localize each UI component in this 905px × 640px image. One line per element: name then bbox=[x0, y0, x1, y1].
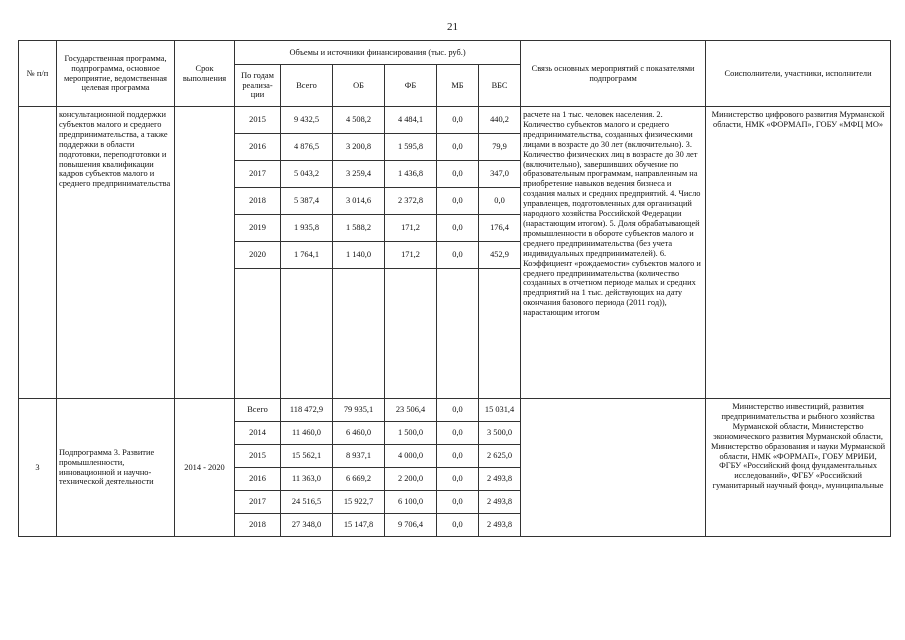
total-cell: 4 876,5 bbox=[281, 134, 333, 161]
mb-cell: 0,0 bbox=[437, 161, 479, 188]
header-mb: МБ bbox=[437, 65, 479, 107]
header-link: Связь основных мероприятий с показателями подпрограмм bbox=[521, 41, 706, 107]
year-cell: 2017 bbox=[235, 491, 281, 514]
ob-cell: 1 588,2 bbox=[333, 215, 385, 242]
mb-cell: 0,0 bbox=[437, 242, 479, 269]
total-cell: 118 472,9 bbox=[281, 399, 333, 422]
ob-cell: 1 140,0 bbox=[333, 242, 385, 269]
ob-cell: 15 922,7 bbox=[333, 491, 385, 514]
total-cell: 15 562,1 bbox=[281, 445, 333, 468]
block1-executors: Министерство цифрового развития Мурманской области, НМК «ФОРМАП», ГОБУ «МФЦ МО» bbox=[706, 107, 891, 399]
ob-cell: 3 014,6 bbox=[333, 188, 385, 215]
header-num: № п/п bbox=[19, 41, 57, 107]
mb-cell: 0,0 bbox=[437, 468, 479, 491]
table-row bbox=[19, 399, 891, 422]
header-by-year: По годам реализа-ции bbox=[235, 65, 281, 107]
total-cell: 1 764,1 bbox=[281, 242, 333, 269]
mb-cell: 0,0 bbox=[437, 399, 479, 422]
year-cell: 2016 bbox=[235, 468, 281, 491]
vbs-cell: 0,0 bbox=[479, 188, 521, 215]
fb-cell: 1 595,8 bbox=[385, 134, 437, 161]
ob-cell: 4 508,2 bbox=[333, 107, 385, 134]
block1-program: консультационной поддержки субъектов малого и среднего предпринимательства, а также поддержки в области подготовки, переподготовки и повышения квалификации кадров субъектов малого и среднего предпринимательства bbox=[57, 107, 175, 399]
total-cell: 5 043,2 bbox=[281, 161, 333, 188]
vbs-cell: 452,9 bbox=[479, 242, 521, 269]
ob-cell: 3 200,8 bbox=[333, 134, 385, 161]
fb-cell: 1 436,8 bbox=[385, 161, 437, 188]
header-term: Срок выполнения bbox=[175, 41, 235, 107]
table-row bbox=[19, 107, 891, 134]
total-cell: 11 460,0 bbox=[281, 422, 333, 445]
header-executors: Соисполнители, участники, исполнители bbox=[706, 41, 891, 107]
mb-cell: 0,0 bbox=[437, 188, 479, 215]
block2-executors: Министерство инвестиций, развития предпринимательства и рыбного хозяйства Мурманской области, Министерство экономического развития Мурманской области, Министерство образования и науки Мурманской области, НМК «ФОРМАП», ГОБУ МРИБИ, ФГБУ «Российский фонд фундаментальных исследований», ФГБУ «Российский гуманитарный научный фонд», муниципальные bbox=[706, 399, 891, 537]
mb-cell: 0,0 bbox=[437, 215, 479, 242]
vbs-cell: 347,0 bbox=[479, 161, 521, 188]
vbs-cell: 2 625,0 bbox=[479, 445, 521, 468]
mb-cell: 0,0 bbox=[437, 134, 479, 161]
year-cell: 2015 bbox=[235, 445, 281, 468]
mb-cell: 0,0 bbox=[437, 422, 479, 445]
fb-cell: 1 500,0 bbox=[385, 422, 437, 445]
vbs-cell: 2 493,8 bbox=[479, 468, 521, 491]
ob-cell: 79 935,1 bbox=[333, 399, 385, 422]
mb-cell: 0,0 bbox=[437, 445, 479, 468]
mb-cell: 0,0 bbox=[437, 514, 479, 537]
page-number: 21 bbox=[447, 21, 458, 33]
vbs-cell: 3 500,0 bbox=[479, 422, 521, 445]
fb-cell: 2 200,0 bbox=[385, 468, 437, 491]
block1-term bbox=[175, 107, 235, 399]
vbs-cell: 440,2 bbox=[479, 107, 521, 134]
header-ob: ОБ bbox=[333, 65, 385, 107]
total-cell: 24 516,5 bbox=[281, 491, 333, 514]
block2-num: 3 bbox=[19, 399, 57, 537]
ob-cell: 15 147,8 bbox=[333, 514, 385, 537]
total-cell: 5 387,4 bbox=[281, 188, 333, 215]
year-cell: 2017 bbox=[235, 161, 281, 188]
year-cell: 2016 bbox=[235, 134, 281, 161]
fb-cell: 171,2 bbox=[385, 215, 437, 242]
year-cell: 2018 bbox=[235, 514, 281, 537]
fb-cell: 4 484,1 bbox=[385, 107, 437, 134]
ob-cell: 8 937,1 bbox=[333, 445, 385, 468]
year-cell: 2019 bbox=[235, 215, 281, 242]
mb-cell: 0,0 bbox=[437, 107, 479, 134]
block1-num bbox=[19, 107, 57, 399]
total-cell: 27 348,0 bbox=[281, 514, 333, 537]
mb-cell: 0,0 bbox=[437, 491, 479, 514]
vbs-cell: 79,9 bbox=[479, 134, 521, 161]
block1-link: расчете на 1 тыс. человек населения. 2. Количество субъектов малого и среднего предпринимательства, созданных физическими лицами в возрасте до 30 лет (включительно). 3. Количество физических лиц в возрасте до 30 лет (включительно), завершивших обучение по образовательным программам, направленным на приобретение навыков ведения бизнеса и создания малых и средних предприятий. 4. Число управленцев, подготовленных для организаций народного хозяйства Российской Федерации (нарастающим итогом). 5. Доля обрабатывающей промышленности в обороте субъектов малого и среднего предпринимательства (без учета индивидуальных предпринимателей). 6. Коэффициент «рождаемости» субъектов малого и среднего предпринимательства (количество созданных в отчетном периоде малых и средних предприятий на 1 тыс. действующих на дату окончания базового периода (2011 год)), нарастающим итогом bbox=[521, 107, 706, 399]
program-table bbox=[18, 40, 891, 537]
fb-cell: 171,2 bbox=[385, 242, 437, 269]
year-cell: 2020 bbox=[235, 242, 281, 269]
block2-link bbox=[521, 399, 706, 537]
fb-cell: 6 100,0 bbox=[385, 491, 437, 514]
year-cell: 2014 bbox=[235, 422, 281, 445]
fb-cell: 9 706,4 bbox=[385, 514, 437, 537]
ob-cell: 6 669,2 bbox=[333, 468, 385, 491]
ob-cell: 6 460,0 bbox=[333, 422, 385, 445]
vbs-cell: 15 031,4 bbox=[479, 399, 521, 422]
header-funding: Объемы и источники финансирования (тыс. руб.) bbox=[235, 41, 521, 65]
header-fb: ФБ bbox=[385, 65, 437, 107]
ob-cell: 3 259,4 bbox=[333, 161, 385, 188]
block2-program: Подпрограмма 3. Развитие промышленности, инновационной и научно-технической деятельности bbox=[57, 399, 175, 537]
vbs-cell: 2 493,8 bbox=[479, 514, 521, 537]
header-total: Всего bbox=[281, 65, 333, 107]
fb-cell: 4 000,0 bbox=[385, 445, 437, 468]
block2-term: 2014 - 2020 bbox=[175, 399, 235, 537]
header-program: Государственная программа, подпрограмма, основное мероприятие, ведомственная целевая программа bbox=[57, 41, 175, 107]
total-cell: 11 363,0 bbox=[281, 468, 333, 491]
year-cell: Всего bbox=[235, 399, 281, 422]
header-vbs: ВБС bbox=[479, 65, 521, 107]
year-cell: 2015 bbox=[235, 107, 281, 134]
fb-cell: 23 506,4 bbox=[385, 399, 437, 422]
year-cell: 2018 bbox=[235, 188, 281, 215]
vbs-cell: 2 493,8 bbox=[479, 491, 521, 514]
vbs-cell: 176,4 bbox=[479, 215, 521, 242]
total-cell: 9 432,5 bbox=[281, 107, 333, 134]
total-cell: 1 935,8 bbox=[281, 215, 333, 242]
fb-cell: 2 372,8 bbox=[385, 188, 437, 215]
